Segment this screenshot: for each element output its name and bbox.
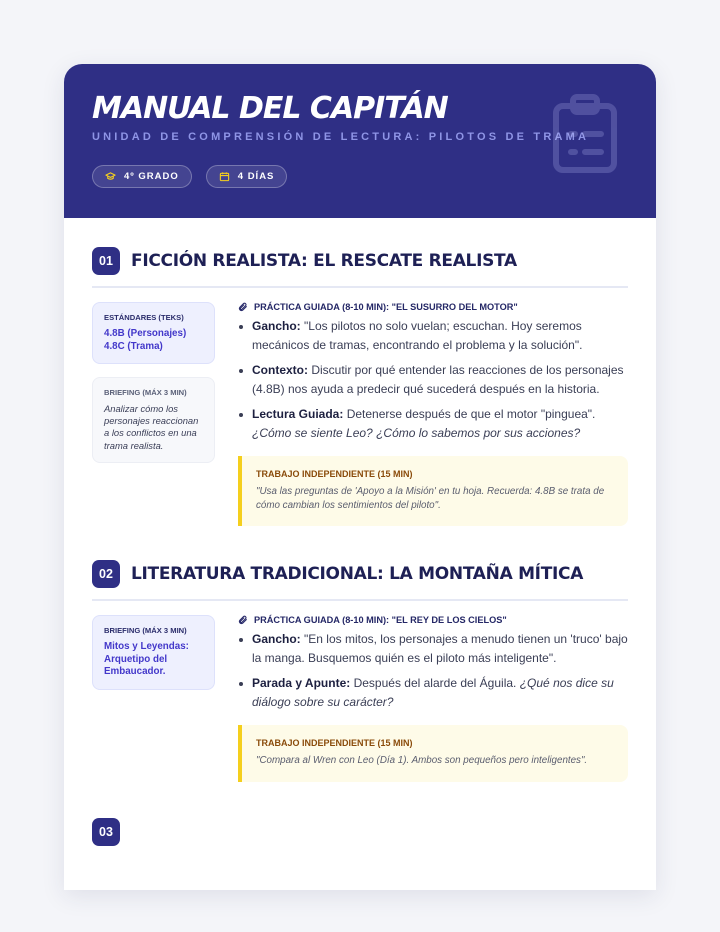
item-label: Gancho: xyxy=(252,632,301,646)
briefing-box xyxy=(92,377,215,463)
grade-pill xyxy=(92,165,192,188)
list-item xyxy=(238,630,628,668)
briefing-box xyxy=(92,615,215,690)
item-label: Parada y Apunte: xyxy=(252,676,351,690)
section-body xyxy=(92,615,628,782)
item-text: Discutir por qué entender las reacciones de los personajes (4.8B) nos ayuda a predecir qué sucederá después en la historia. xyxy=(252,363,624,396)
independent-work-text: "Compara al Wren con Leo (Día 1). Ambos son pequeños pero inteligentes". xyxy=(256,755,588,766)
clipboard-list-icon xyxy=(552,94,618,174)
section-number-badge: 03 xyxy=(92,818,120,846)
section-title: LITERATURA TRADICIONAL: LA MONTAÑA MÍTICA xyxy=(131,564,584,584)
section-number-badge: 02 xyxy=(92,560,120,588)
section-header xyxy=(92,247,628,288)
grade-label: 4º GRADO xyxy=(124,171,179,182)
item-text: "Los pilotos no solo vuelan; escuchan. Hoy seremos mecánicos de tramas, encontrando el problema y la solución". xyxy=(252,319,583,352)
independent-work-box xyxy=(238,456,628,526)
standards-box xyxy=(92,302,215,364)
independent-work-box xyxy=(238,725,628,782)
independent-work-text: "Usa las preguntas de 'Apoyo a la Misión' en tu hoja. Recuerda: 4.8B se trata de cómo cambian los sentimientos del piloto". xyxy=(256,486,605,511)
list-item xyxy=(238,317,628,355)
section-header xyxy=(92,560,628,601)
duration-label: 4 DÍAS xyxy=(237,171,275,182)
guided-practice-list xyxy=(238,317,628,443)
independent-work-label: TRABAJO INDEPENDIENTE (15 MIN) xyxy=(256,469,413,479)
guided-practice-label: PRÁCTICA GUIADA (8-10 MIN): "EL REY DE LOS CIELOS" xyxy=(254,615,507,625)
briefing-label: BRIEFING (MÁX 3 MIN) xyxy=(104,388,187,397)
briefing-text: Mitos y Leyendas: Arquetipo del Embaucador. xyxy=(104,641,189,677)
briefing-text: Analizar cómo los personajes reaccionan a los conflictos en una trama realista. xyxy=(104,403,199,451)
list-item xyxy=(238,405,628,443)
graduation-cap-icon xyxy=(105,171,116,182)
standard-item: 4.8B (Personajes) xyxy=(104,328,187,339)
item-question: ¿Cómo se siente Leo? ¿Cómo lo sabemos por sus acciones? xyxy=(252,426,581,440)
guided-practice-list xyxy=(238,630,628,712)
section-main xyxy=(238,302,628,526)
guided-practice-header xyxy=(238,615,628,625)
item-label: Gancho: xyxy=(252,319,301,333)
section-sidebar xyxy=(92,615,215,782)
lesson-manual-card xyxy=(64,64,656,890)
standard-item: 4.8C (Trama) xyxy=(104,340,163,352)
section-body xyxy=(92,302,628,526)
paperclip-icon xyxy=(238,302,248,312)
item-text: Detenerse después de que el motor "pinguea". xyxy=(346,407,596,421)
briefing-label: BRIEFING (MÁX 3 MIN) xyxy=(104,626,187,635)
duration-pill xyxy=(206,165,288,188)
guided-practice-header xyxy=(238,302,628,312)
section-02 xyxy=(64,560,656,782)
item-text: "En los mitos, los personajes a menudo tienen un 'truco' bajo la manga. Busquemos quién es el piloto más inteligente". xyxy=(252,632,628,665)
section-main xyxy=(238,615,628,782)
list-item xyxy=(238,674,628,712)
manual-header xyxy=(64,64,656,218)
item-label: Lectura Guiada: xyxy=(252,407,344,421)
guided-practice-label: PRÁCTICA GUIADA (8-10 MIN): "EL SUSURRO DEL MOTOR" xyxy=(254,302,518,312)
section-title: FICCIÓN REALISTA: EL RESCATE REALISTA xyxy=(131,251,517,271)
independent-work-label: TRABAJO INDEPENDIENTE (15 MIN) xyxy=(256,738,413,748)
section-sidebar xyxy=(92,302,215,526)
manual-title: MANUAL DEL CAPITÁN xyxy=(92,91,448,126)
section-header xyxy=(92,818,628,857)
section-03 xyxy=(64,818,656,857)
section-number-badge: 01 xyxy=(92,247,120,275)
item-label: Contexto: xyxy=(252,363,308,377)
item-text: Después del alarde del Águila. xyxy=(353,676,517,690)
list-item xyxy=(238,361,628,399)
paperclip-icon xyxy=(238,615,248,625)
standards-label: ESTÁNDARES (TEKS) xyxy=(104,313,184,322)
meta-pills xyxy=(92,165,628,188)
calendar-icon xyxy=(219,171,230,182)
section-01 xyxy=(64,247,656,526)
manual-subtitle: UNIDAD DE COMPRENSIÓN DE LECTURA: PILOTOS DE TRAMA xyxy=(92,131,590,143)
item-question: ¿Qué nos dice su diálogo sobre su carácter? xyxy=(252,676,614,709)
